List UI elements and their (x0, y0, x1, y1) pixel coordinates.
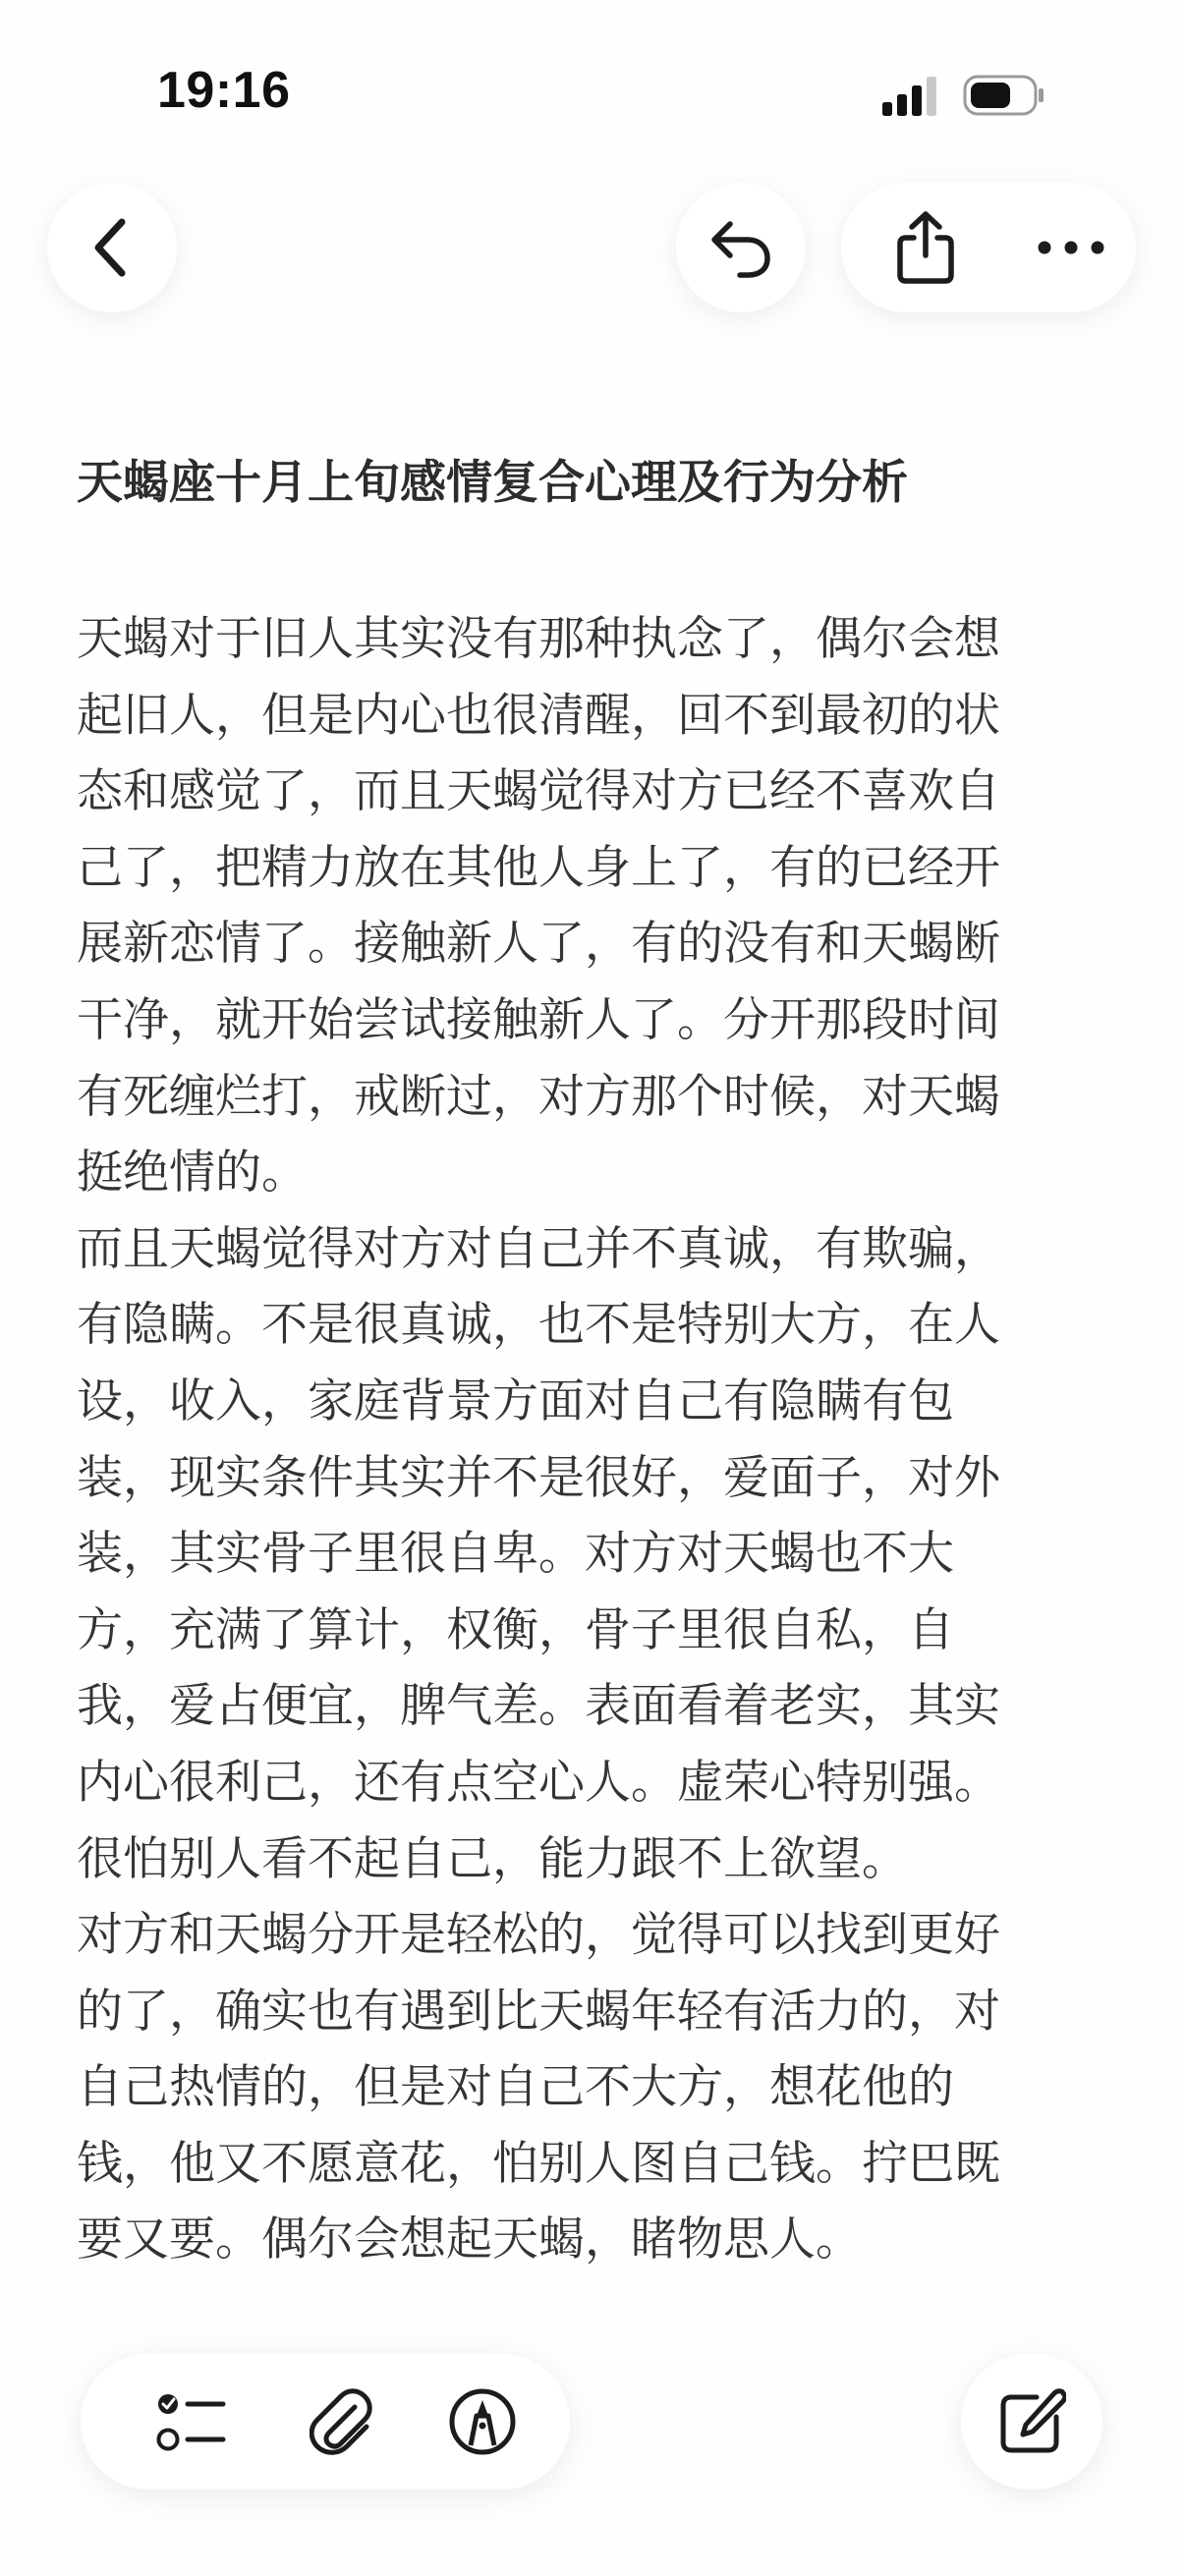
note-paragraphs (77, 601, 1118, 2278)
status-time: 19:16 (157, 62, 291, 119)
note-line: 干净，就开始尝试接触新人了。分开那段时间 (77, 992, 1000, 1047)
note-line: 方，充满了算计，权衡，骨子里很自私，自 (77, 1602, 954, 1657)
undo-icon (706, 216, 775, 279)
cellular-signal-icon (882, 77, 941, 116)
note-line: 很怕别人看不起自己，能力跟不上欲望。 (77, 1831, 908, 1886)
share-button[interactable] (861, 183, 990, 312)
note-line: 自己热情的，但是对自己不大方，想花他的 (77, 2060, 954, 2115)
bottom-toolbar (81, 2354, 570, 2490)
checklist-button[interactable] (124, 2354, 259, 2490)
note-title: 天蝎座十月上旬感情复合心理及行为分析 (77, 456, 908, 510)
compose-button[interactable] (961, 2354, 1102, 2490)
note-line: 起旧人，但是内心也很清醒，回不到最初的状 (77, 688, 1000, 743)
note-line: 有死缠烂打，戒断过，对方那个时候，对天蝎 (77, 1069, 1000, 1124)
note-line: 我，爱占便宜，脾气差。表面看着老实，其实 (77, 1679, 1000, 1734)
compose-icon (997, 2387, 1066, 2456)
attach-button[interactable] (273, 2354, 409, 2490)
back-button[interactable] (47, 183, 177, 312)
markup-pen-icon (447, 2386, 518, 2457)
note-line: 有隐瞒。不是很真诚，也不是特别大方，在人 (77, 1298, 1000, 1353)
markup-button[interactable] (415, 2354, 550, 2490)
status-bar (0, 0, 1185, 187)
chevron-left-icon (86, 216, 138, 279)
ellipsis-icon (1037, 240, 1105, 255)
undo-button[interactable] (676, 183, 806, 312)
note-line: 态和感觉了，而且天蝎觉得对方已经不喜欢自 (77, 764, 1000, 819)
note-line: 内心很利己，还有点空心人。虚荣心特别强。 (77, 1755, 1000, 1810)
note-line: 装，现实条件其实并不是很好，爱面子，对外 (77, 1450, 1000, 1505)
checklist-icon (154, 2387, 229, 2456)
note-line: 要又要。偶尔会想起天蝎，睹物思人。 (77, 2212, 862, 2268)
note-line: 而且天蝎觉得对方对自己并不真诚，有欺骗， (77, 1221, 1000, 1276)
note-line: 展新恋情了。接触新人了，有的没有和天蝎断 (77, 917, 1000, 972)
note-line: 己了，把精力放在其他人身上了，有的已经开 (77, 840, 1000, 895)
paperclip-icon (310, 2385, 372, 2458)
note-line: 钱，他又不愿意花，怕别人图自己钱。拧巴既 (77, 2136, 1000, 2191)
note-line: 天蝎对于旧人其实没有那种执念了，偶尔会想 (77, 612, 1000, 666)
note-body[interactable] (77, 444, 1118, 2278)
action-pill (841, 183, 1136, 312)
battery-icon (963, 75, 1045, 116)
more-button[interactable] (1006, 183, 1136, 312)
note-line: 的了，确实也有遇到比天蝎年轻有活力的，对 (77, 1984, 1000, 2039)
share-icon (894, 210, 957, 285)
note-line: 设，收入，家庭背景方面对自己有隐瞒有包 (77, 1373, 954, 1428)
note-line: 装，其实骨子里很自卑。对方对天蝎也不大 (77, 1527, 954, 1582)
note-line: 挺绝情的。 (77, 1146, 308, 1201)
blank-line (77, 523, 1118, 601)
note-line: 对方和天蝎分开是轻松的，觉得可以找到更好 (77, 1908, 1000, 1963)
